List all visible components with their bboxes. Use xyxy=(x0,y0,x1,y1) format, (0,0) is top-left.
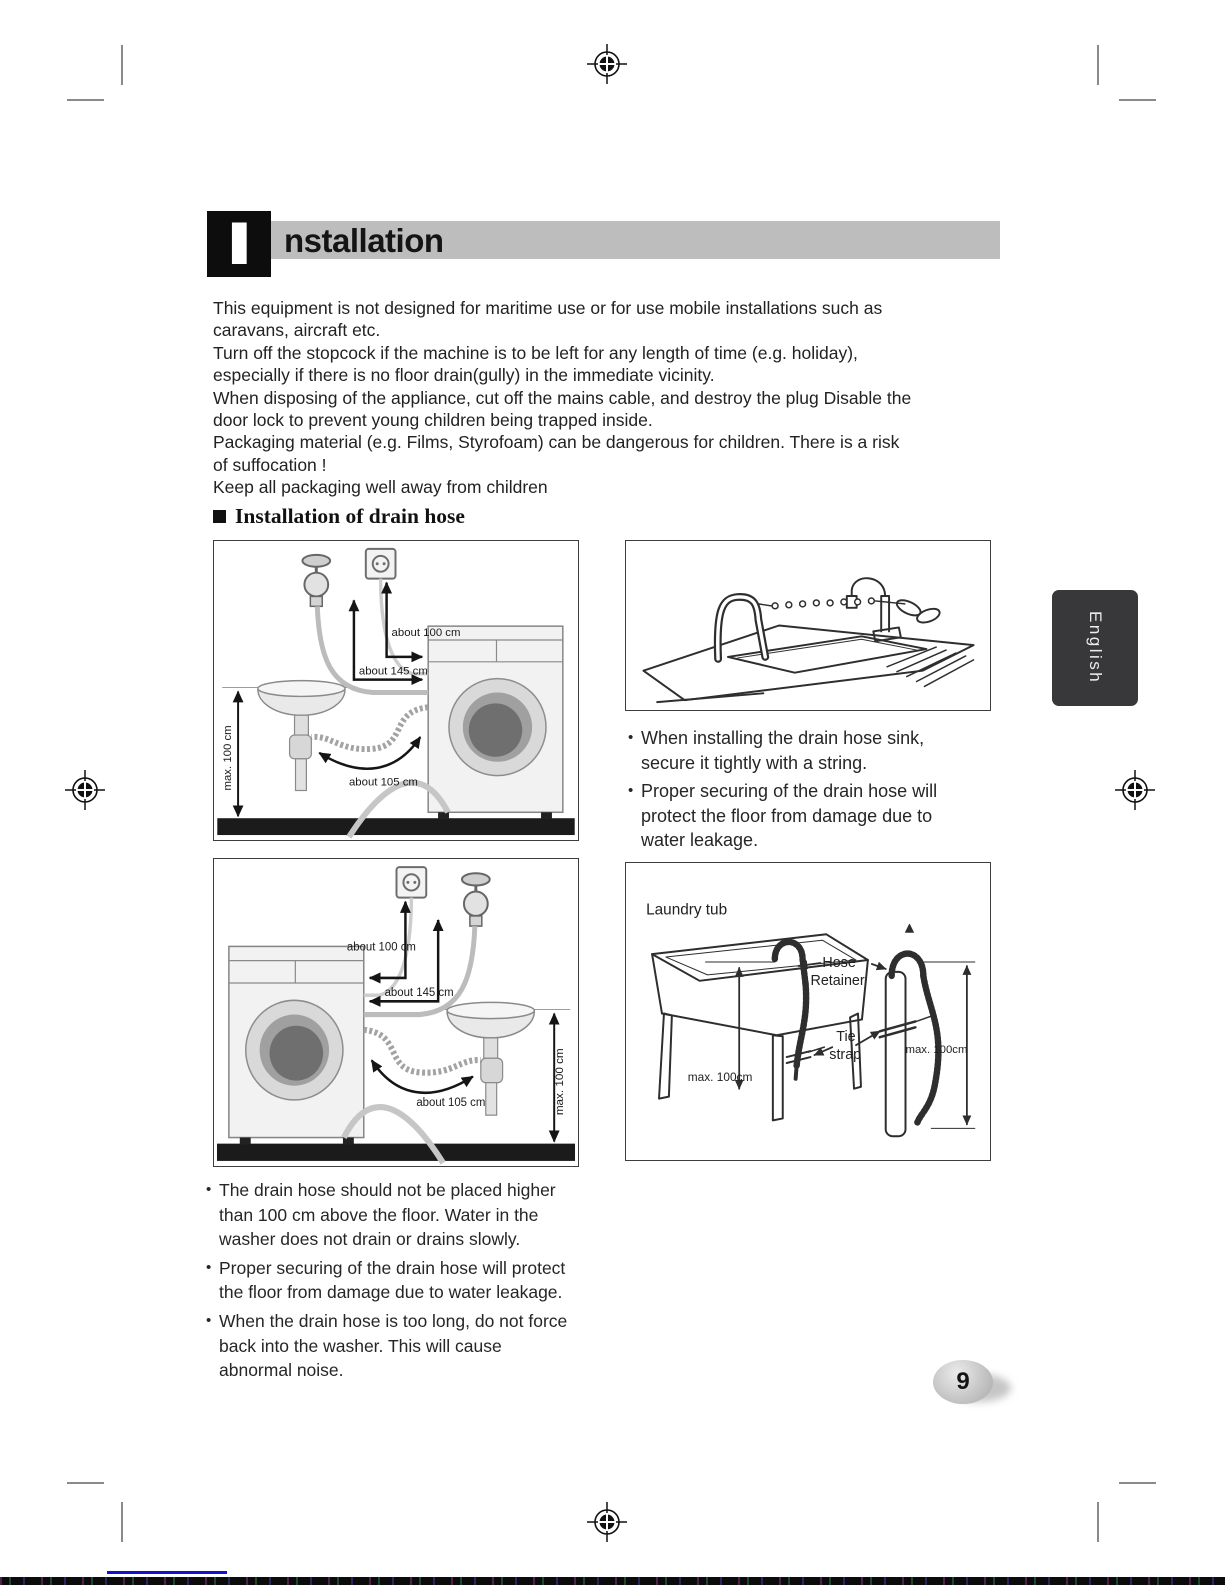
bullet-icon: • xyxy=(206,1311,212,1329)
note-item xyxy=(206,1309,567,1383)
diagram3-label-about-105: about 105 cm xyxy=(416,1096,486,1110)
diagram4-label-tie: Tie xyxy=(836,1029,856,1046)
diagram4-label-max-right: max. 100cm xyxy=(905,1044,968,1057)
diagram4-label-hose: Hose xyxy=(822,954,856,971)
diagram3-label-max-100: max. 100 cm xyxy=(554,1048,567,1116)
note-item xyxy=(206,1178,567,1252)
diagram4-illustration xyxy=(626,863,990,1160)
diagram-drain-hose-washer-right xyxy=(213,540,579,841)
scan-edge-strip xyxy=(0,1577,1225,1585)
note-line: water leakage. xyxy=(641,830,759,850)
bullet-icon: • xyxy=(628,782,634,799)
crop-mark-top-right-h xyxy=(1119,99,1156,101)
diagram4-label-strap: strap xyxy=(829,1047,862,1064)
footer-blue-line xyxy=(107,1571,227,1574)
crop-mark-bottom-right-v xyxy=(1097,1502,1099,1542)
note-line: protect the floor from damage due to xyxy=(641,805,933,826)
square-bullet-icon xyxy=(213,510,226,523)
diagram4-label-retainer: Retainer xyxy=(810,972,865,989)
section-header-initial-box xyxy=(207,211,271,277)
note-line: Proper securing of the drain hose will xyxy=(641,781,938,801)
intro-line: Turn off the stopcock if the machine is to be left for any length of time (e.g. holiday), xyxy=(213,342,858,363)
sink-notes xyxy=(628,726,937,857)
section-header-initial: I xyxy=(224,210,254,277)
note-item xyxy=(628,779,937,853)
intro-line: This equipment is not designed for maritime use or for use mobile installations such as xyxy=(213,298,883,318)
diagram2-illustration xyxy=(626,541,990,710)
registration-mark-top xyxy=(585,42,629,86)
registration-mark-right xyxy=(1113,768,1157,812)
diagram1-label-max-100: max. 100 cm xyxy=(222,725,235,791)
intro-text xyxy=(213,297,911,499)
note-line: Proper securing of the drain hose will protect xyxy=(219,1257,566,1278)
language-tab-english xyxy=(1052,590,1138,706)
intro-line: of suffocation ! xyxy=(213,454,327,475)
note-line: abnormal noise. xyxy=(219,1360,344,1381)
diagram1-label-about-100: about 100 cm xyxy=(391,627,461,640)
diagram-laundry-tub xyxy=(625,862,991,1161)
intro-line: caravans, aircraft etc. xyxy=(213,320,381,341)
note-line: The drain hose should not be placed higher xyxy=(219,1180,556,1200)
diagram1-label-about-105: about 105 cm xyxy=(348,776,418,789)
section-heading xyxy=(213,504,465,529)
crop-mark-bottom-right-h xyxy=(1119,1482,1156,1484)
diagram-sink-hose xyxy=(625,540,991,711)
intro-line: When disposing of the appliance, cut off the mains cable, and destroy the plug Disable the xyxy=(213,387,912,408)
drain-notes xyxy=(206,1178,567,1387)
diagram3-label-about-145: about 145 cm xyxy=(384,987,454,1000)
note-line: When installing the drain hose sink, xyxy=(641,728,925,748)
intro-line: Packaging material (e.g. Films, Styrofoam) can be dangerous for children. There is a risk xyxy=(213,432,900,453)
section-heading-text: Installation of drain hose xyxy=(235,504,465,528)
crop-mark-top-left-v xyxy=(121,45,123,85)
page-number-badge xyxy=(933,1360,993,1404)
crop-mark-top-right-v xyxy=(1097,45,1099,85)
note-item xyxy=(206,1256,567,1305)
crop-mark-bottom-left-v xyxy=(121,1502,123,1542)
note-line: the floor from damage due to water leakage. xyxy=(219,1282,563,1303)
note-line: than 100 cm above the floor. Water in the xyxy=(219,1204,539,1225)
diagram4-label-max-left: max. 100cm xyxy=(687,1069,753,1084)
page-title: nstallation xyxy=(284,222,444,259)
crop-mark-top-left-h xyxy=(67,99,104,101)
note-item xyxy=(628,726,937,775)
bullet-icon: • xyxy=(628,729,634,746)
note-line: back into the washer. This will cause xyxy=(219,1335,502,1356)
diagram3-label-about-100: about 100 cm xyxy=(346,941,416,954)
diagram4-label-laundry-tub: Laundry tub xyxy=(646,901,728,919)
registration-mark-left xyxy=(63,768,107,812)
language-tab-label: English xyxy=(1086,611,1105,685)
bullet-icon: • xyxy=(206,1181,212,1198)
diagram3-illustration xyxy=(214,859,578,1166)
intro-line: especially if there is no floor drain(gully) in the immediate vicinity. xyxy=(213,365,715,386)
diagram-drain-hose-washer-left xyxy=(213,858,579,1167)
diagram1-label-about-145: about 145 cm xyxy=(358,665,428,678)
note-line: washer does not drain or drains slowly. xyxy=(219,1229,521,1250)
intro-line: Keep all packaging well away from children xyxy=(213,477,548,498)
intro-line: door lock to prevent young children being trapped inside. xyxy=(213,410,653,431)
diagram1-illustration xyxy=(214,541,578,840)
registration-mark-bottom xyxy=(585,1500,629,1544)
note-line: secure it tightly with a string. xyxy=(641,752,868,773)
crop-mark-bottom-left-h xyxy=(67,1482,104,1484)
bullet-icon: • xyxy=(206,1258,212,1276)
page-number: 9 xyxy=(956,1368,970,1395)
note-line: When the drain hose is too long, do not force xyxy=(219,1310,568,1331)
